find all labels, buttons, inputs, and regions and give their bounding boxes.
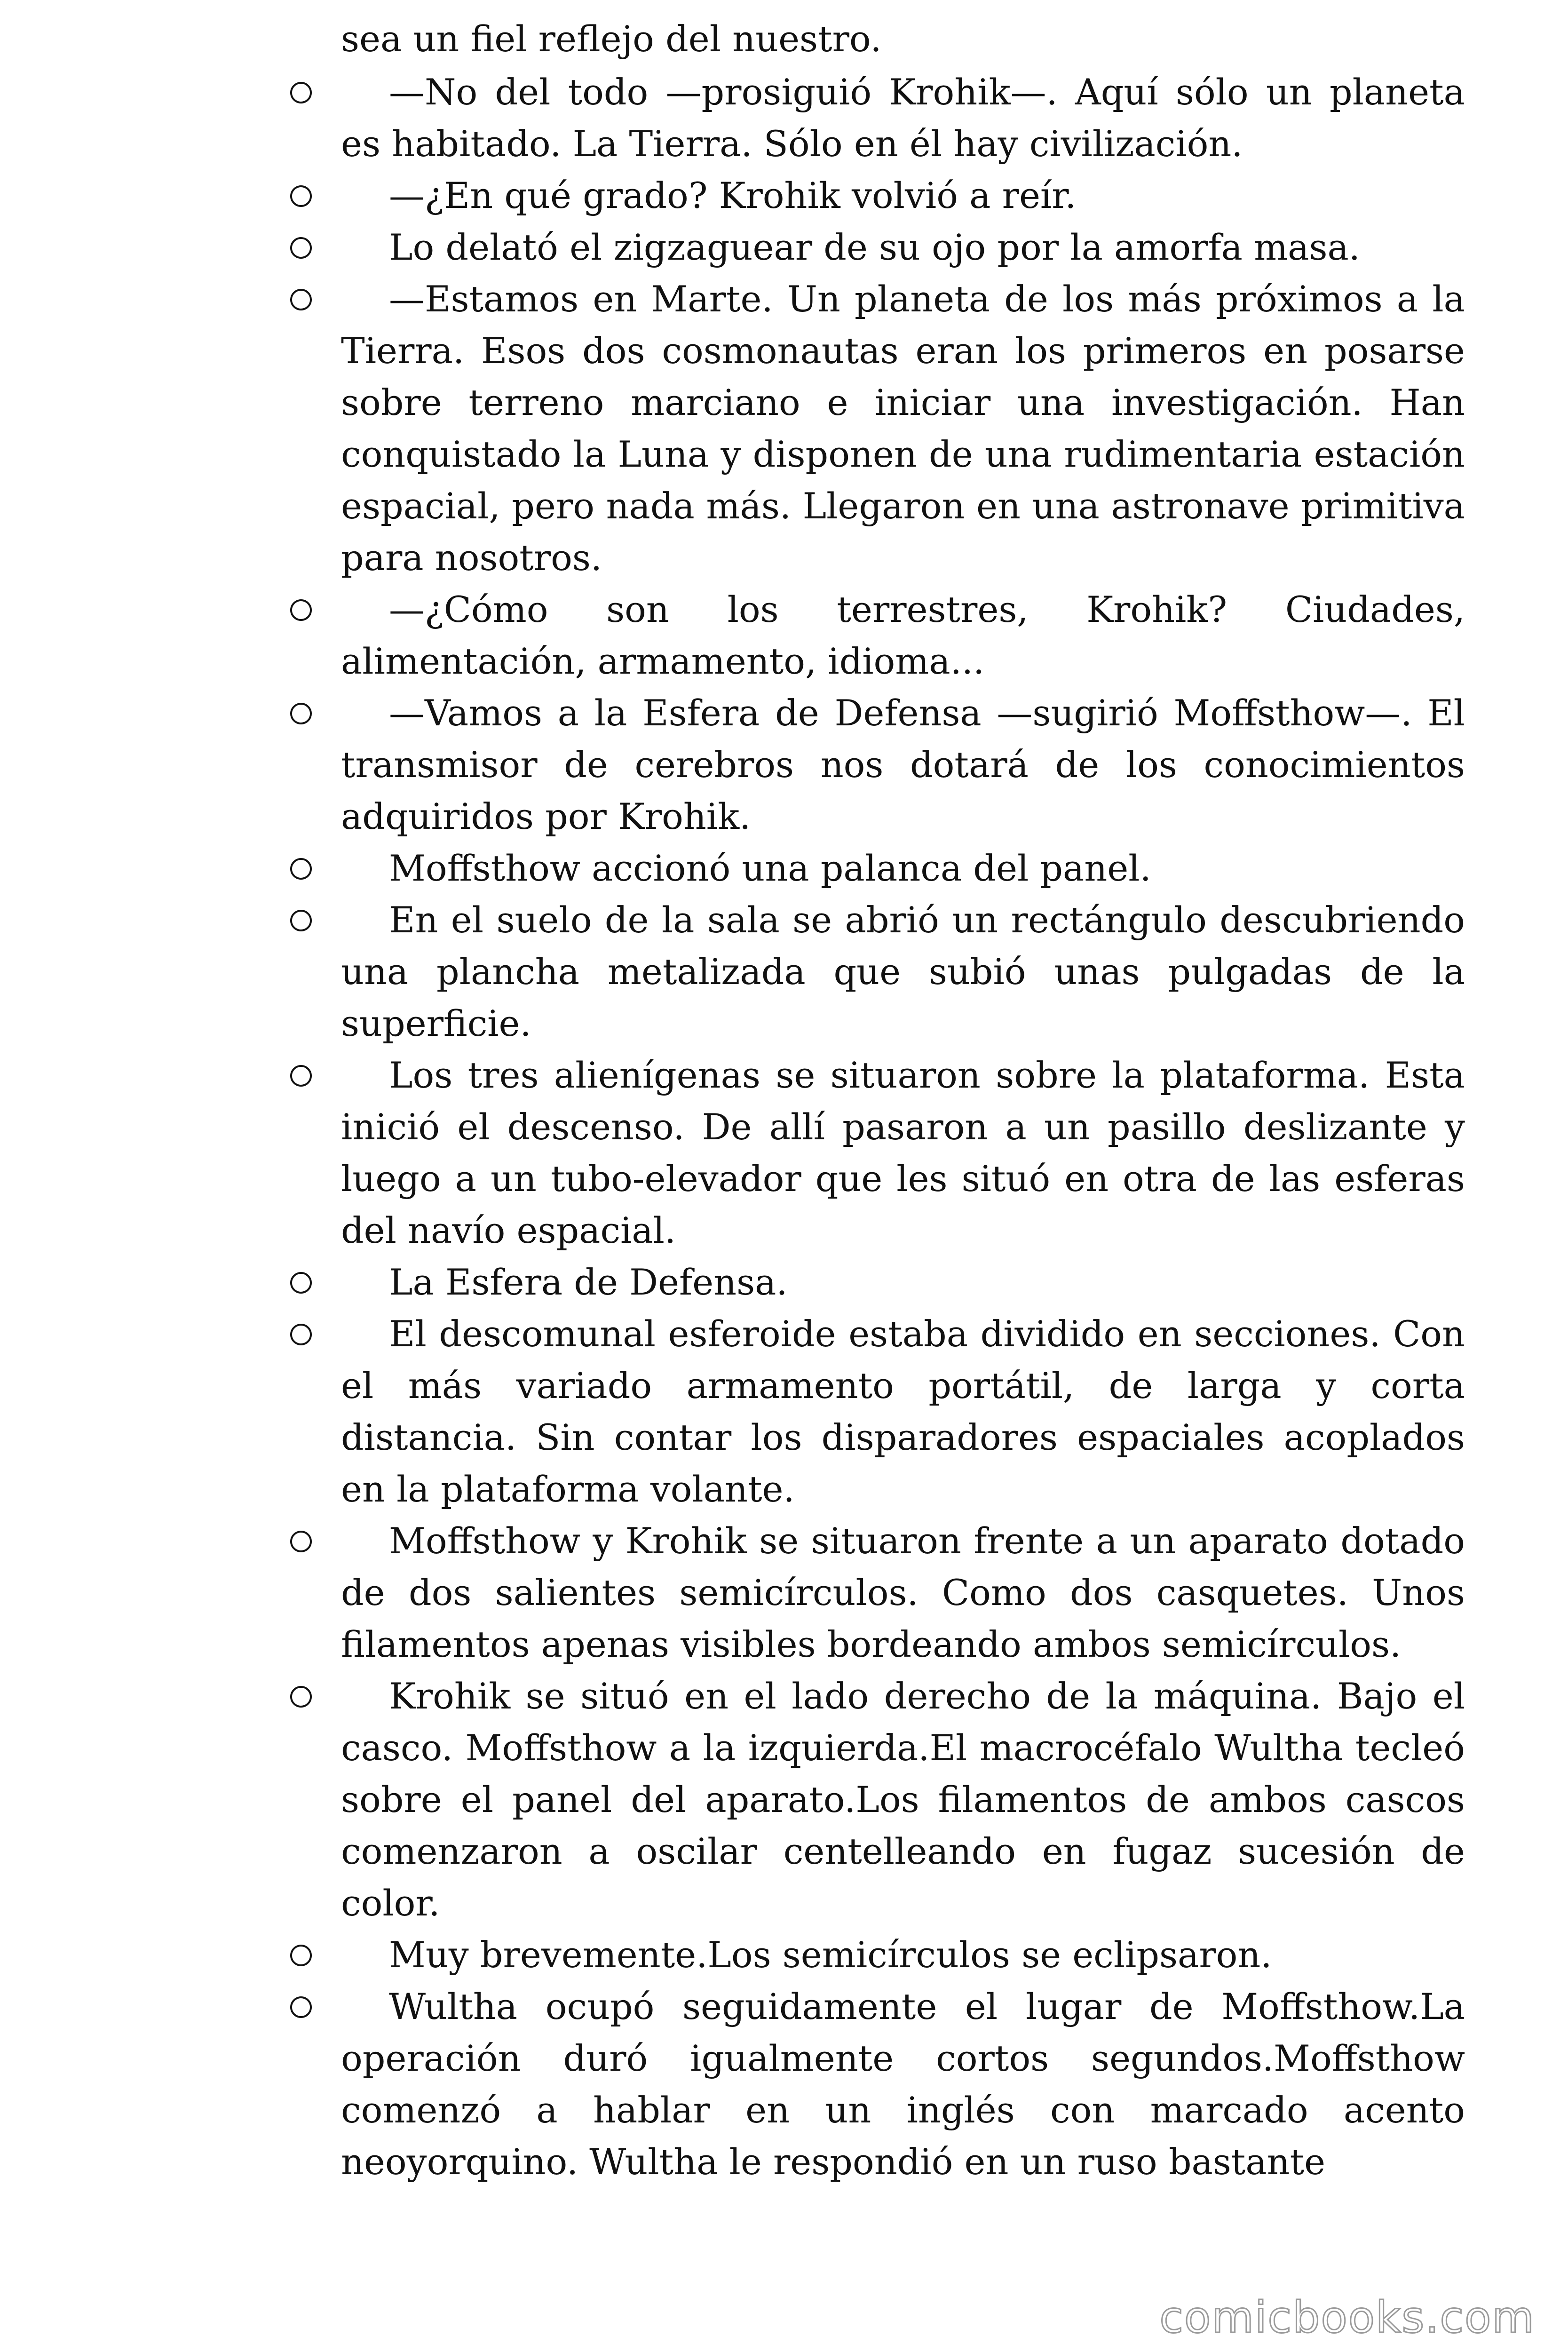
circle-bullet-icon (290, 82, 312, 103)
paragraph-text: Moffsthow accionó una palanca del panel. (389, 847, 1151, 889)
paragraph-text: Moffsthow y Krohik se situaron frente a un aparato dotado de dos salientes semicírculos. Como dos casquetes. Unos filamentos apenas visibles bordeando ambos semicírculos. (341, 1520, 1465, 1665)
list-item (0, 894, 1465, 1049)
paragraph-text: —No del todo —prosiguió Krohik—. Aquí sólo un planeta es habitado. La Tierra. Sólo en él hay civilización. (341, 71, 1465, 165)
paragraph-text: En el suelo de la sala se abrió un rectángulo descubriendo una plancha metalizada que subió unas pulgadas de la superficie. (341, 899, 1465, 1044)
circle-bullet-icon (290, 599, 312, 621)
list-item (0, 1670, 1465, 1929)
circle-bullet-icon (290, 237, 312, 259)
list-item (0, 1256, 1465, 1308)
list-item (0, 66, 1465, 170)
list-item (0, 1929, 1465, 1981)
list-item (0, 1308, 1465, 1515)
list-item (0, 842, 1465, 894)
circle-bullet-icon (290, 289, 312, 310)
circle-bullet-icon (290, 858, 312, 880)
lead-line: sea un fiel reflejo del nuestro. (341, 18, 882, 60)
list-item (0, 222, 1465, 273)
paragraph-text: —Estamos en Marte. Un planeta de los más próximos a la Tierra. Esos dos cosmonautas eran los primeros en posarse sobre terreno marciano e iniciar una investigación. Han conquistado la Luna y disponen de una rudimentaria estación espacial, pero nada más. Llegaron en una astronave primitiva para nosotros. (341, 278, 1465, 579)
circle-bullet-icon (290, 1272, 312, 1294)
circle-bullet-icon (290, 1996, 312, 2018)
paragraph-text: —¿Cómo son los terrestres, Krohik? Ciudades, alimentación, armamento, idioma... (341, 588, 1465, 682)
circle-bullet-icon (290, 1945, 312, 1966)
list-item (0, 1049, 1465, 1256)
paragraph-text: —¿En qué grado? Krohik volvió a reír. (389, 175, 1077, 216)
circle-bullet-icon (290, 1065, 312, 1087)
watermark: comicbooks.com (1159, 2292, 1535, 2343)
list-item (0, 1981, 1465, 2188)
paragraph-text: Muy brevemente.Los semicírculos se eclipsaron. (389, 1934, 1272, 1976)
list-item (0, 687, 1465, 842)
paragraph-text: La Esfera de Defensa. (389, 1261, 788, 1303)
paragraph-text: Krohik se situó en el lado derecho de la máquina. Bajo el casco. Moffsthow a la izquierda.El macrocéfalo Wultha tecleó sobre el panel del aparato.Los filamentos de ambos cascos comenzaron a oscilar centelleando en fugaz sucesión de color. (341, 1675, 1465, 1924)
circle-bullet-icon (290, 185, 312, 207)
paragraph-text: —Vamos a la Esfera de Defensa —sugirió Moffsthow—. El transmisor de cerebros nos dotará de los conocimientos adquiridos por Krohik. (341, 692, 1465, 837)
circle-bullet-icon (290, 910, 312, 931)
paragraph-text: Los tres alienígenas se situaron sobre la plataforma. Esta inició el descenso. De allí pasaron a un pasillo deslizante y luego a un tubo-elevador que les situó en otra de las esferas del navío espacial. (341, 1054, 1465, 1251)
paragraph-text: Lo delató el zigzaguear de su ojo por la amorfa masa. (389, 226, 1360, 268)
paragraph-text: Wultha ocupó seguidamente el lugar de Moffsthow.La operación duró igualmente cortos segundos.Moffsthow comenzó a hablar en un inglés con marcado acento neoyorquino. Wultha le respondió en un ruso bastante (341, 1986, 1465, 2183)
circle-bullet-icon (290, 703, 312, 724)
circle-bullet-icon (290, 1531, 312, 1552)
circle-bullet-icon (290, 1686, 312, 1708)
paragraph-list (0, 66, 1568, 2188)
list-item (0, 1515, 1465, 1670)
circle-bullet-icon (290, 1324, 312, 1345)
list-item (0, 170, 1465, 222)
list-item (0, 584, 1465, 687)
paragraph-text: El descomunal esferoide estaba dividido en secciones. Con el más variado armamento portátil, de larga y corta distancia. Sin contar los disparadores espaciales acoplados en la plataforma volante. (341, 1313, 1465, 1510)
list-item (0, 273, 1465, 584)
